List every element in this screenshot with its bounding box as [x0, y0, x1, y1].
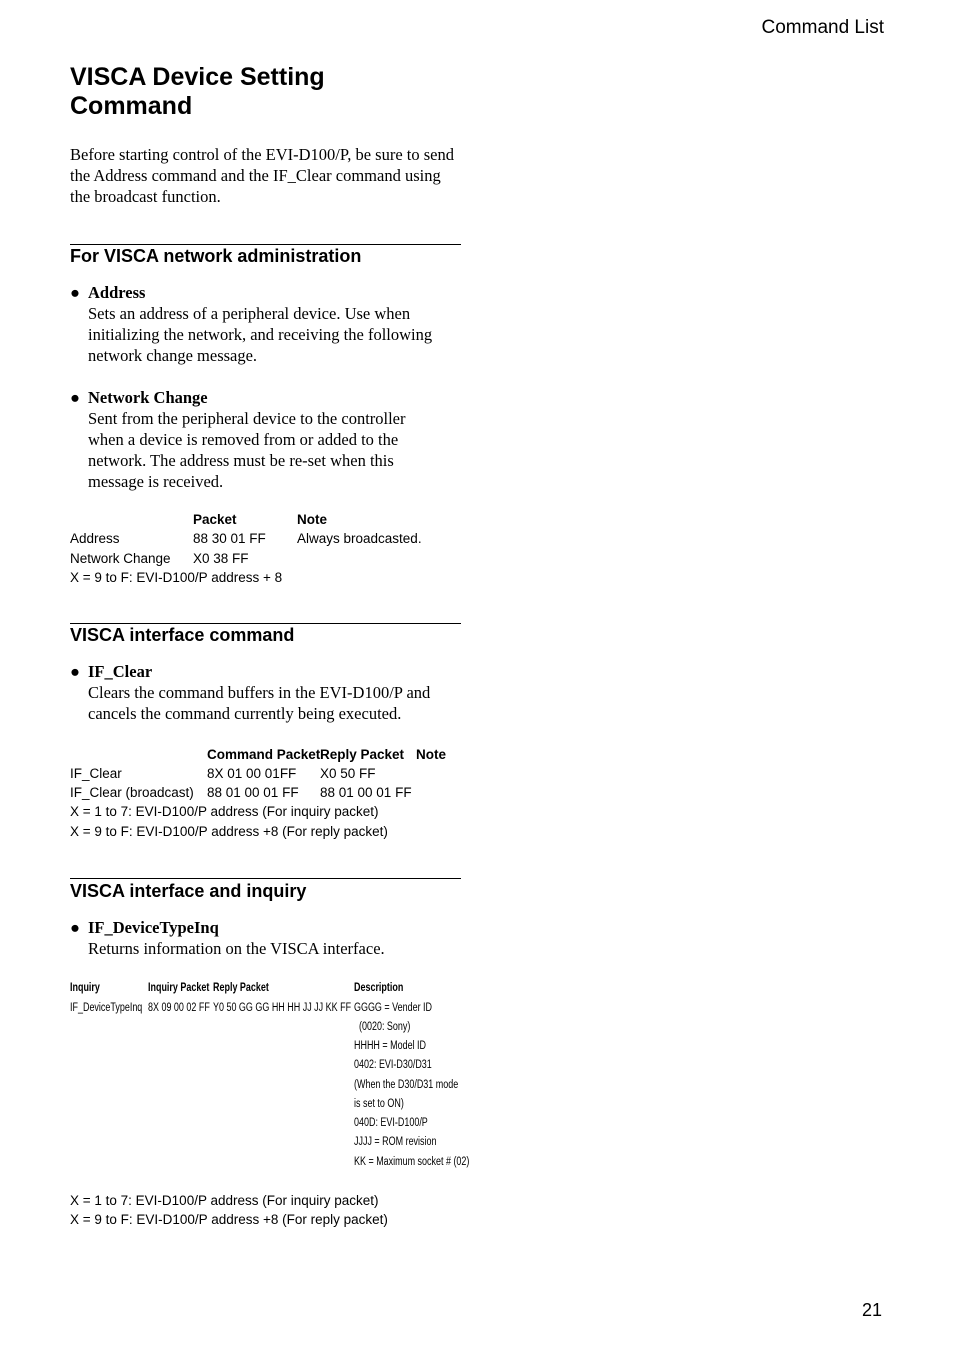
page-title	[70, 63, 470, 121]
item-description: Clears the command buffers in the EVI-D100/P and cancels the command currently being executed.	[88, 683, 431, 723]
section-rule	[70, 244, 461, 245]
description-line: (When the D30/D31 mode	[354, 1079, 459, 1091]
item-title-text: Address	[88, 283, 146, 302]
item-title	[70, 282, 145, 303]
section-heading: VISCA interface and inquiry	[70, 881, 307, 901]
table-header: Command Packet	[207, 747, 321, 762]
table-cell: X0 38 FF	[193, 551, 249, 566]
table-cell: IF_Clear	[70, 766, 122, 781]
table-header: Note	[416, 747, 446, 762]
table-note: X = 9 to F: EVI-D100/P address +8 (For reply packet)	[70, 824, 388, 839]
description-line: KK = Maximum socket # (02)	[354, 1156, 470, 1168]
bullet-icon: ●	[70, 662, 80, 681]
table-header: Reply Packet	[213, 982, 269, 994]
page-number: 21	[861, 1300, 882, 1320]
table-note: X = 9 to F: EVI-D100/P address + 8	[70, 570, 283, 585]
item-title	[70, 917, 219, 938]
table-cell: Always broadcasted.	[297, 531, 422, 546]
table-header: Description	[354, 982, 404, 994]
running-head: Command List	[761, 17, 884, 38]
table-header: Inquiry Packet	[148, 982, 210, 994]
section-rule	[70, 623, 461, 624]
table-cell: Y0 50 GG GG HH HH JJ JJ KK FF	[213, 1002, 352, 1014]
table-cell: 88 01 00 01 FF	[320, 785, 412, 800]
table-note: X = 1 to 7: EVI-D100/P address (For inquiry packet)	[70, 1193, 379, 1208]
section-heading: For VISCA network administration	[70, 246, 362, 266]
table-cell: 88 01 00 01 FF	[207, 785, 299, 800]
title-line-2: Command	[70, 92, 193, 120]
description-line: GGGG = Vender ID	[354, 1002, 433, 1014]
table-header: Reply Packet	[320, 747, 405, 762]
intro-paragraph: Before starting control of the EVI-D100/P, be sure to send the Address command and the IF_Clear command using the broadcast function.	[70, 145, 454, 206]
item-description: Sent from the peripheral device to the controller when a device is removed from or added to the network. The address must be re-set when this message is received.	[88, 409, 406, 491]
description-line: JJJJ = ROM revision	[354, 1136, 437, 1148]
description-line: 0402: EVI-D30/D31	[354, 1059, 432, 1071]
description-line: (0020: Sony)	[359, 1021, 411, 1033]
table-header: Inquiry	[70, 982, 100, 994]
table-cell: 88 30 01 FF	[193, 531, 266, 546]
table-cell: 8X 09 00 02 FF	[148, 1002, 210, 1014]
item-description: Returns information on the VISCA interface.	[88, 939, 385, 958]
table-note: X = 9 to F: EVI-D100/P address +8 (For reply packet)	[70, 1212, 388, 1227]
table-cell: IF_Clear (broadcast)	[70, 785, 194, 800]
section-heading: VISCA interface command	[70, 625, 295, 645]
item-description: Sets an address of a peripheral device. Use when initializing the network, and receiving the following network change message.	[88, 304, 433, 365]
description-line: HHHH = Model ID	[354, 1040, 427, 1052]
table-cell: X0 50 FF	[320, 766, 376, 781]
table-cell: Address	[70, 531, 120, 546]
title-line-1: VISCA Device Setting	[70, 63, 325, 91]
table-cell: Network Change	[70, 551, 171, 566]
table-cell: IF_DeviceTypeInq	[70, 1002, 143, 1014]
item-title	[70, 387, 208, 408]
description-line: 040D: EVI-D100/P	[354, 1117, 428, 1129]
item-title-text: IF_Clear	[88, 662, 153, 681]
section-rule	[70, 878, 461, 879]
description-line: is set to ON)	[354, 1098, 404, 1110]
bullet-icon: ●	[70, 918, 80, 937]
table-header: Note	[297, 512, 327, 527]
bullet-icon: ●	[70, 388, 80, 407]
table-header: Packet	[193, 512, 237, 527]
bullet-icon: ●	[70, 283, 80, 302]
table-cell: 8X 01 00 01FF	[207, 766, 297, 781]
item-title-text: Network Change	[88, 388, 208, 407]
item-title-text: IF_DeviceTypeInq	[88, 918, 219, 937]
table-note: X = 1 to 7: EVI-D100/P address (For inquiry packet)	[70, 804, 379, 819]
item-title	[70, 661, 152, 682]
